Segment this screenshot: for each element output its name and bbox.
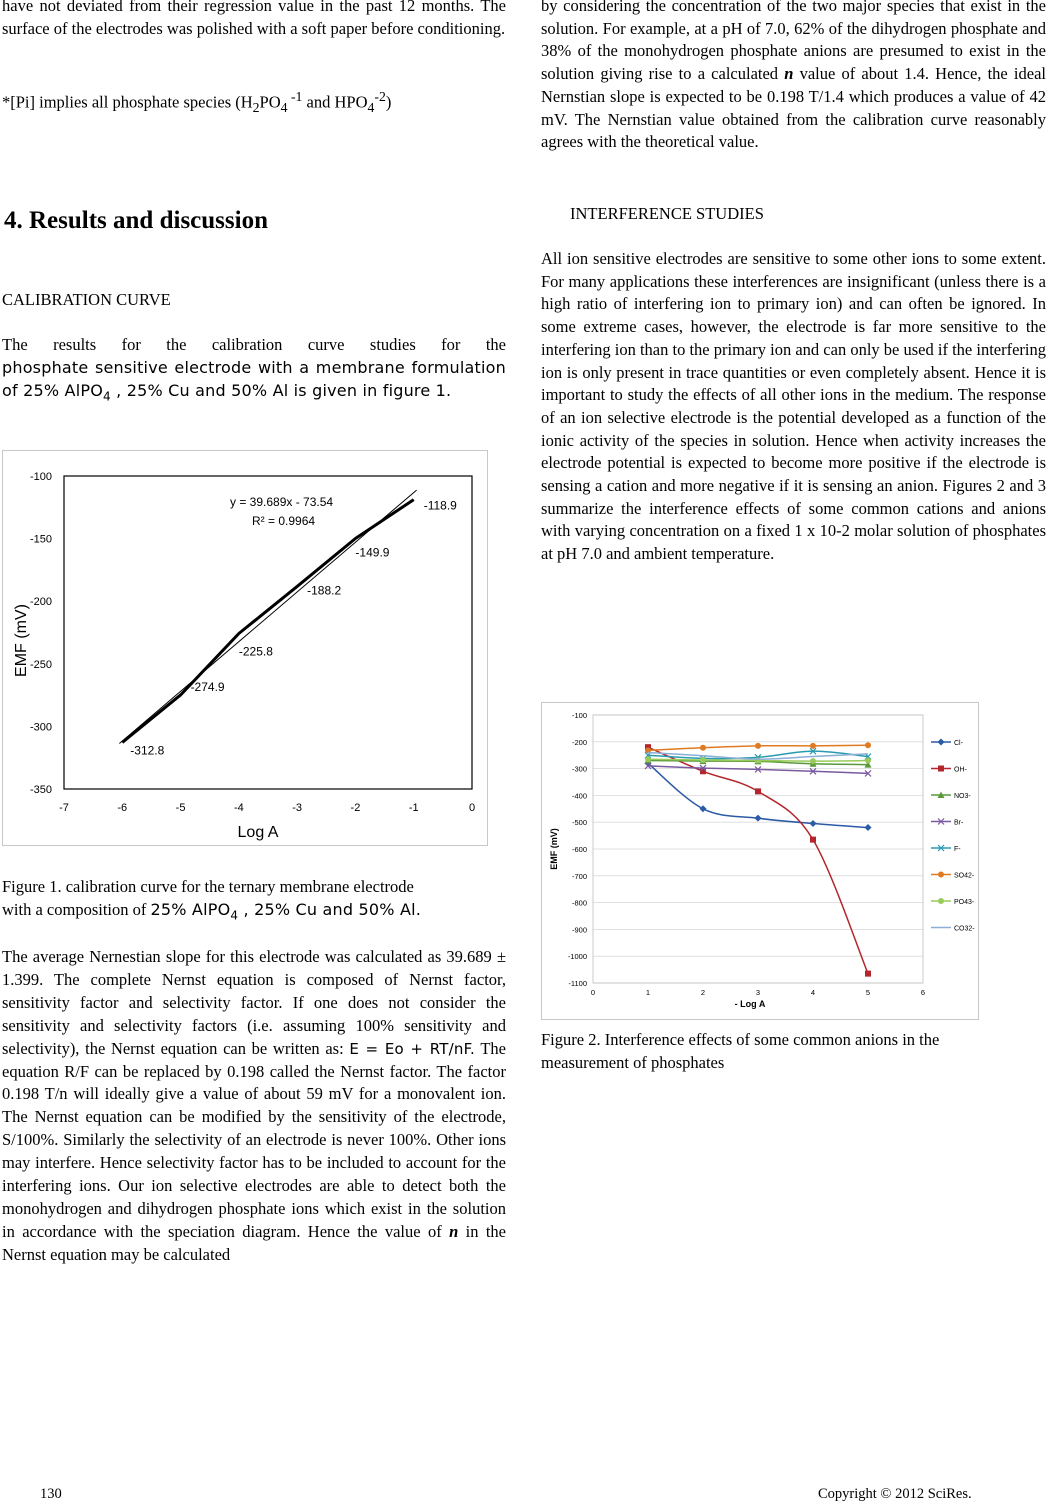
y-tick-label: -600	[571, 845, 587, 854]
legend-label: F-	[954, 846, 961, 853]
x-tick-label: -5	[175, 802, 186, 814]
figure-1-calibration-chart	[2, 450, 488, 846]
data-point	[645, 756, 651, 762]
data-point	[865, 742, 871, 748]
y-tick-label: -100	[29, 471, 52, 483]
y-tick-label: -150	[29, 533, 52, 546]
nernst-paragraph: The average Nernestian slope for this electrode was calculated as 39.689 ± 1.399. The complete Nernst equation is composed of Nernst factor, sensitivity factor and selectivity factor. If one does not consider the sensitivity and selectivity factors (i.e. assuming 100% sensitivity and selectivity), the Nernst equation can be written as: E = Eo + RT/nF. The equation R/F can be replaced by 0.198 called the Nernst factor. The factor 0.198 T/n will ideally give a value of about 59 mV for a monovalent ion. The Nernst equation can be modified by the sensitivity of the electrode, S/100%. Similarly the selectivity of an electrode is never 100%. Other ions may interfere. Hence selectivity factor has to be included to account for the interfering ions. Our ion selective electrodes are able to detect both the monohydrogen and dihydrogen phosphate ions which exist in the solution in accordance with the speciation diagram. Hence the value of n in the Nernst equation may be calculated	[2, 947, 506, 1264]
data-point	[810, 758, 816, 764]
x-tick-label: 3	[755, 988, 761, 997]
y-tick-label: -900	[571, 925, 587, 935]
legend-label: NO3-	[954, 793, 971, 800]
x-axis-label: Log A	[237, 824, 279, 841]
data-label: -312.8	[130, 743, 165, 758]
x-tick-label: 1	[645, 988, 651, 997]
y-axis-label: EMF (mV)	[13, 604, 30, 677]
legend-label: OH-	[954, 766, 967, 774]
copyright: Copyright © 2012 SciRes.	[818, 1486, 972, 1502]
legend-label: CO32-	[954, 925, 975, 933]
y-tick-label: -500	[571, 818, 587, 828]
intro-paragraph: have not deviated from their regression value in the past 12 months. The surface of the electrodes was polished with a soft paper before conditioning.	[2, 0, 506, 38]
data-point	[810, 837, 816, 843]
x-tick-label: -3	[292, 802, 303, 814]
x-tick-label: -1	[408, 802, 419, 814]
data-label: -225.8	[238, 644, 273, 659]
section-heading: 4. Results and discussion	[4, 207, 268, 234]
x-tick-label: 5	[865, 988, 871, 997]
calibration-subheading: CALIBRATION CURVE	[2, 290, 171, 309]
speciation-paragraph: by considering the concentration of the two major species that exist in the solution. For example, at a pH of 7.0, 62% of the dihydrogen phosphate and 38% of the monohydrogen phosphate anions are presumed to exist in the solution giving rise to a calculated n value of about 1.4. Hence, the ideal Nernstian slope is expected to be 0.198 T/1.4 which produces a value of 42 mV. The Nernstian value obtained from the calibration curve reasonably agrees with the theoretical value.	[541, 0, 1046, 152]
y-tick-label: -700	[571, 871, 587, 881]
x-tick-label: 0	[468, 802, 476, 814]
data-point	[700, 768, 706, 774]
data-point	[938, 898, 944, 904]
figure-1-caption: Figure 1. calibration curve for the ternary membrane electrode with a composition of 25% AlPO$_4$ , 25% Cu and 50% Al.	[2, 877, 422, 922]
data-point	[700, 757, 706, 763]
x-tick-label: 2	[700, 988, 706, 997]
legend-label: PO43-	[954, 899, 975, 906]
y-tick-label: -100	[571, 711, 587, 720]
data-point	[938, 766, 944, 772]
data-point	[865, 758, 871, 764]
y-tick-label: -400	[571, 791, 587, 801]
calibration-paragraph: The results for the calibration curve studies for the phosphate sensitive electrode with a membrane formulation of 25% AlPO$_4$ , 25% Cu and 50% Al is given in figure 1.	[2, 335, 506, 403]
y-tick-label: -1100	[568, 979, 587, 988]
x-tick-label: -4	[233, 802, 244, 814]
y-tick-label: -300	[29, 721, 52, 734]
interference-subheading: INTERFERENCE STUDIES	[570, 204, 764, 223]
x-tick-label: 0	[590, 988, 596, 997]
y-axis-label: EMF (mV)	[549, 828, 559, 870]
y-tick-label: -250	[29, 658, 52, 671]
y-tick-label: -800	[571, 898, 587, 908]
legend-label: Cl-	[954, 740, 963, 747]
data-point	[755, 788, 761, 794]
y-tick-label: -200	[571, 737, 587, 747]
data-point	[810, 743, 816, 749]
data-point	[700, 745, 706, 751]
figure-2-interference-chart	[541, 702, 979, 1020]
data-point	[755, 743, 761, 749]
x-tick-label: -2	[350, 802, 361, 814]
data-point	[938, 872, 944, 878]
y-tick-label: -200	[29, 596, 52, 609]
data-label: -118.9	[423, 498, 457, 513]
x-tick-label: -6	[117, 802, 128, 814]
legend-label: Br-	[954, 819, 964, 827]
x-tick-label: -7	[59, 802, 69, 814]
x-tick-label: 6	[920, 988, 926, 997]
legend-label: SO42-	[954, 872, 975, 880]
interference-paragraph: All ion sensitive electrodes are sensitive to some other ions to some extent. For many applications these interferences are insignificant (unless there is a high ratio of interfering ion to primary ion) and can often be ignored. In some extreme cases, however, the electrode is far more sensitive to the interfering ion than to the primary ion and can only be used if the interfering ion is only present in trace quantities or even completely absent. Hence it is important to study the effects of all other ions in the medium. The response of an ion selective electrode is the potential developed as a function of the ionic activity of the species in solution. Hence when activity increases the electrode potential is expected to become more positive if the electrode is sensing a cation and more negative if it is sensing an anion. Figures 2 and 3 summarize the interference effects of some common cations and anions with varying concentration on a fixed 1 x 10-2 molar solution of phosphates at pH 7.0 and ambient temperature.	[541, 249, 1046, 564]
x-axis-label: - Log A	[734, 999, 766, 1009]
page-number: 130	[40, 1486, 62, 1502]
figure-2-caption: Figure 2. Interference effects of some common anions in the measurement of phosphates	[541, 1030, 940, 1072]
y-tick-label: -350	[29, 784, 52, 796]
data-point	[865, 971, 871, 977]
data-label: -188.2	[307, 583, 342, 598]
trendline-r2: R² = 0.9964	[252, 514, 316, 528]
data-label: -274.9	[190, 679, 225, 694]
pi-footnote: *[Pi] implies all phosphate species ($H_2PO_4$ $^{-1}$ and $HPO_4^{-2}$)	[2, 89, 392, 115]
data-label: -149.9	[355, 545, 390, 560]
y-tick-label: -1000	[567, 952, 587, 962]
y-tick-label: -300	[571, 764, 587, 774]
trendline-equation: y = 39.689x - 73.54	[230, 495, 334, 509]
x-tick-label: 4	[810, 988, 816, 997]
